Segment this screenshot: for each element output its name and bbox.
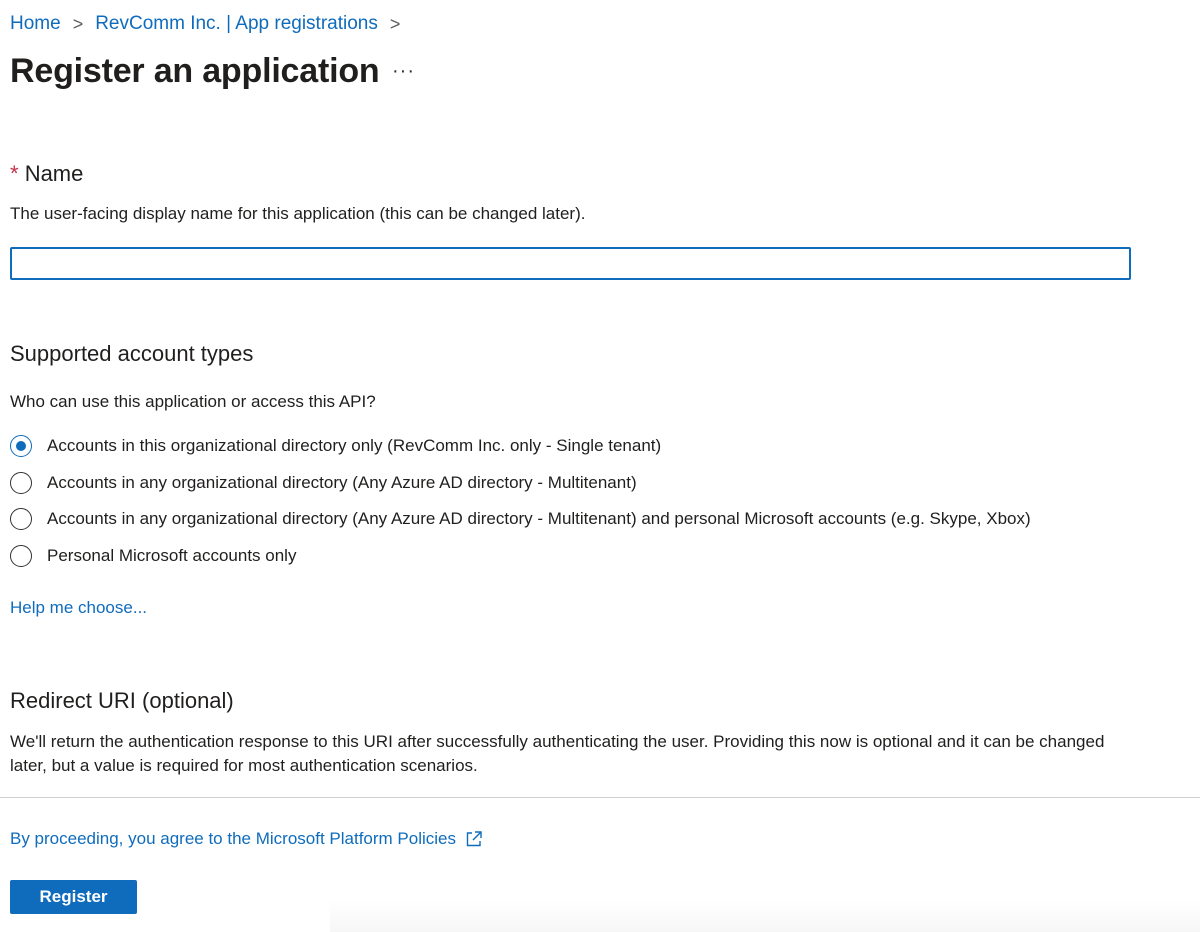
account-type-option-single-tenant[interactable] [10,428,1031,465]
breadcrumb-app-registrations-link[interactable]: RevComm Inc. | App registrations [95,13,378,34]
radio-button[interactable] [10,545,32,567]
account-type-option-multitenant-personal[interactable] [10,501,1031,538]
radio-label: Accounts in any organizational directory (Any Azure AD directory - Multitenant) [47,472,637,492]
breadcrumb-home-link[interactable]: Home [10,13,61,34]
name-input[interactable] [10,247,1131,280]
bottom-shadow [330,900,1200,932]
name-label-text: Name [24,161,84,186]
redirect-uri-title: Redirect URI (optional) [10,688,234,713]
account-type-option-multitenant[interactable] [10,465,1031,502]
radio-label: Accounts in this organizational directory only (RevComm Inc. only - Single tenant) [47,436,662,456]
footer-divider [0,797,1200,798]
account-types-title: Supported account types [10,341,254,366]
radio-button[interactable] [10,472,32,494]
external-link-icon [464,829,484,849]
register-button[interactable]: Register [10,880,137,914]
account-types-question: Who can use this application or access this API? [10,392,376,411]
help-me-choose-link[interactable]: Help me choose... [10,598,148,617]
radio-label: Personal Microsoft accounts only [47,546,297,566]
more-options-button[interactable]: ··· [392,60,415,82]
radio-button[interactable] [10,508,32,530]
page-title: Register an application [10,52,380,90]
breadcrumb [10,13,412,35]
platform-policies-link[interactable] [10,829,484,849]
chevron-right-icon: > [72,13,84,34]
name-field-label [10,161,83,187]
redirect-uri-description: We'll return the authentication response to this URI after successfully authenticating the user. Providing this now is optional and it can be changed later, but a value is required for most authentication scenarios. [10,732,1105,775]
account-type-option-personal-only[interactable] [10,538,1031,575]
platform-policies-link-text: By proceeding, you agree to the Microsoft Platform Policies [10,829,456,848]
name-field-description: The user-facing display name for this application (this can be changed later). [10,204,586,223]
required-mark: * [10,161,19,186]
radio-button-selected[interactable] [10,435,32,457]
chevron-right-icon: > [389,13,401,34]
account-type-radio-group [10,428,1031,574]
radio-label: Accounts in any organizational directory (Any Azure AD directory - Multitenant) and personal Microsoft accounts (e.g. Skype, Xbox) [47,509,1031,529]
